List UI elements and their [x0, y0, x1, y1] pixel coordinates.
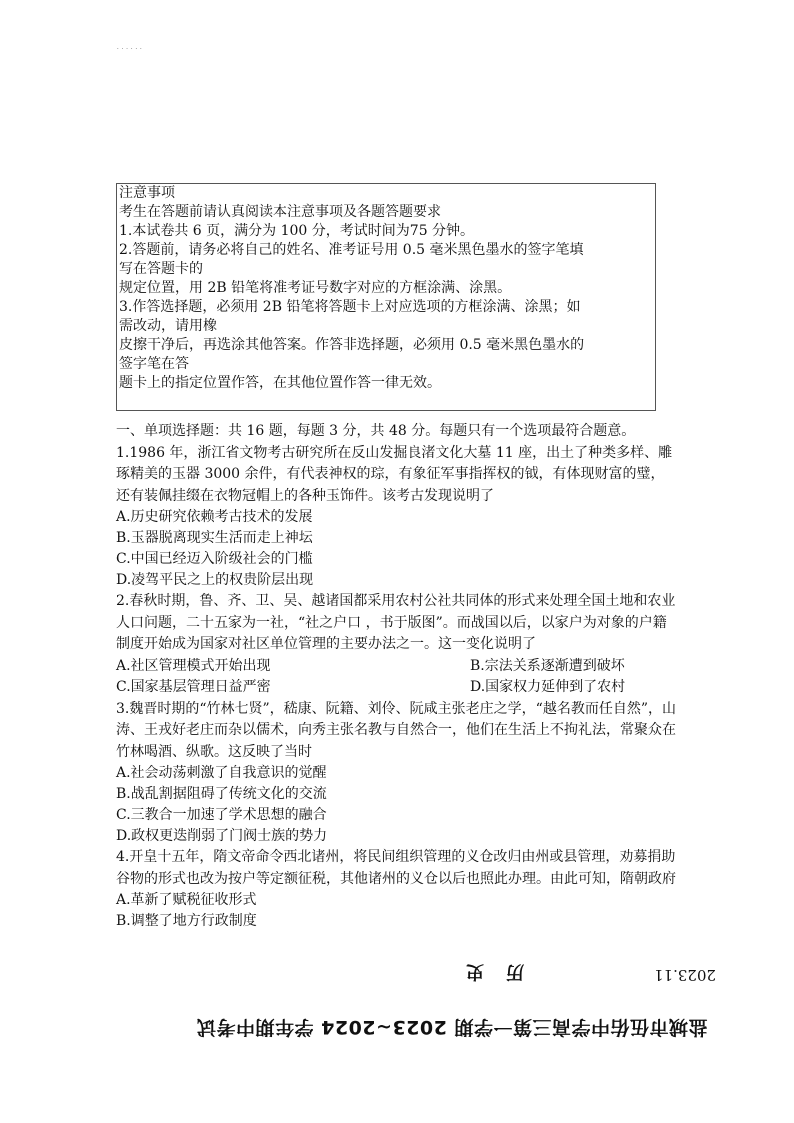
- bleed-through-header: [182, 962, 722, 1042]
- notice-line: 注意事项: [119, 185, 175, 201]
- notice-line: 写在答题卡的: [119, 261, 203, 277]
- bleed-through-title: 盐城市伍佑中学高三第一学期 2023~2024 学年期中考试: [196, 1016, 708, 1038]
- section-heading: 一、单项选择题：共 16 题，每题 3 分，共 48 分。每题只有一个选项最符合题意。: [116, 423, 636, 439]
- question-1-option-b: B.玉器脱离现实生活而走上神坛: [116, 530, 313, 546]
- question-1-stem: 1.1986 年，浙江省文物考古研究所在反山发掘良渚文化大墓 11 座，出土了种类多样、雕琢精美的玉器 3000 余件，有代表神权的琮，有象征军事指挥权的钺，有体现财富的璧，还有装佩挂缀在衣物冠帽上的各种玉饰件。该考古发现说明了: [116, 444, 673, 504]
- notice-line: 2.答题前，请务必将自己的姓名、准考证号用 0.5 毫米黑色墨水的签字笔填: [119, 242, 584, 258]
- notice-line: 考生在答题前请认真阅读本注意事项及各题答题要求: [119, 204, 441, 220]
- question-4-option-a: A.革新了赋税征收形式: [116, 892, 257, 908]
- notice-line: 1.本试卷共 6 页，满分为 100 分，考试时间为75 分钟。: [119, 223, 475, 239]
- question-3-option-b: B.战乱割据阻碍了传统文化的交流: [116, 786, 327, 802]
- question-2-option-d: D.国家权力延伸到了农村: [470, 679, 626, 695]
- question-1-option-a: A.历史研究依赖考古技术的发展: [116, 509, 313, 525]
- question-3-option-a: A.社会动荡刺激了自我意识的觉醒: [116, 765, 327, 781]
- notice-line: 需改动，请用橡: [119, 318, 217, 334]
- corner-mark: ......: [116, 44, 144, 51]
- question-3-option-c: C.三教合一加速了学术思想的融合: [116, 807, 327, 823]
- question-3-stem: 3.魏晋时期的“竹林七贤”，嵇康、阮籍、刘伶、阮咸主张老庄之学，“越名教而任自然”，山涛、王戎好老庄而杂以儒术，向秀主张名教与自然合一，他们在生活上不拘礼法，常聚众在竹林喝酒、纵歌。这反映了当时: [116, 700, 676, 760]
- notice-line: 皮擦干净后，再选涂其他答案。作答非选择题，必须用 0.5 毫米黑色墨水的: [119, 337, 585, 353]
- exam-content: [116, 421, 678, 932]
- question-2-option-a: A.社区管理模式开始出现: [116, 657, 271, 674]
- question-4-option-b: B.调整了地方行政制度: [116, 913, 257, 929]
- question-4-stem: 4.开皇十五年，隋文帝命令西北诸州，将民间组织管理的义仓改归由州或县管理，劝募捐助谷物的形式也改为按户等定额征税，其他诸州的义仓以后也照此办理。由此可知，隋朝政府: [116, 849, 676, 887]
- notice-line: 3.作答选择题，必须用 2B 铅笔将答题卡上对应选项的方框涂满、涂黑；如: [119, 299, 581, 315]
- notice-box: [116, 183, 656, 411]
- question-2-option-b: B.宗法关系逐渐遭到破坏: [470, 657, 625, 674]
- notice-line: 规定位置，用 2B 铅笔将准考证号数字对应的方框涂满、涂黑。: [119, 280, 512, 296]
- question-1-option-c: C.中国已经迈入阶级社会的门槛: [116, 551, 313, 567]
- notice-line: 题卡上的指定位置作答，在其他位置作答一律无效。: [119, 375, 441, 391]
- bleed-through-date: 2023.11: [653, 966, 716, 984]
- question-2-option-c: C.国家基层管理日益严密: [116, 679, 271, 695]
- question-2-stem: 2.春秋时期，鲁、齐、卫、吴、越诸国都采用农村公社共同体的形式来处理全国土地和农业人口问题，二十五家为一社，“社之户口 ，书于版图”。而战国以后，以家户为对象的户籍制度开始成为国家对社区单位管理的主要办法之一。这一变化说明了: [116, 593, 676, 652]
- question-2-options-row-2: [116, 677, 678, 699]
- question-2-options-row-1: [116, 656, 678, 678]
- bleed-through-subject: 历史: [444, 961, 524, 982]
- question-3-option-d: D.政权更迭削弱了门阀士族的势力: [116, 828, 328, 844]
- question-1-option-d: D.凌驾平民之上的权贵阶层出现: [116, 572, 314, 588]
- notice-line: 签字笔在答: [119, 356, 189, 372]
